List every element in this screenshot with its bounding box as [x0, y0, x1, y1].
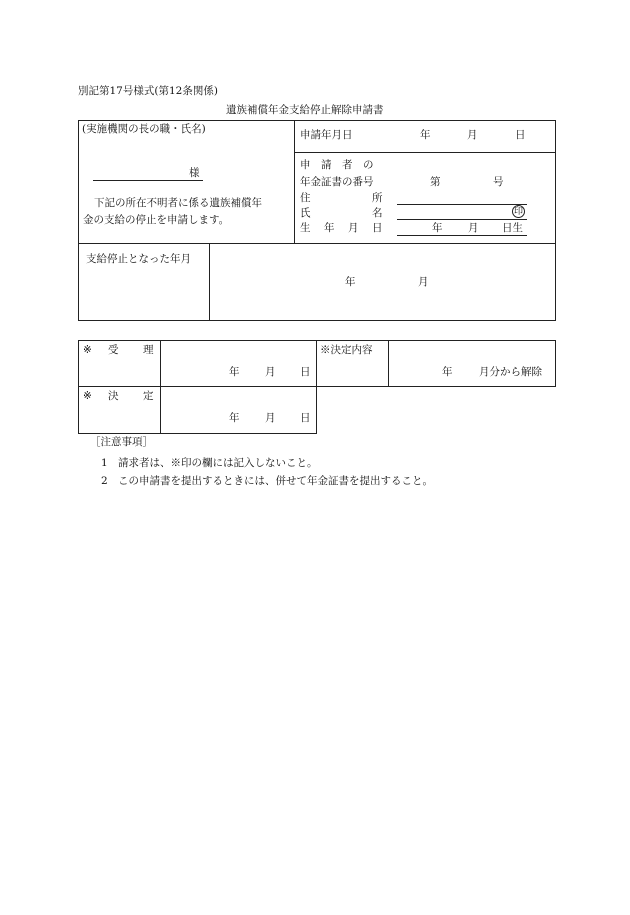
birth-label-1: 生	[300, 222, 311, 234]
suspension-label: 支給停止となった年月	[86, 253, 191, 265]
receipt-year: 年	[229, 366, 240, 378]
application-year: 年	[420, 129, 431, 141]
birth-year: 年	[432, 222, 443, 234]
note-1-number: 1	[101, 457, 108, 469]
decision-label-1: 決	[108, 390, 119, 402]
agency-label: (実施機関の長の職・氏名)	[82, 123, 206, 135]
form-column-divider	[294, 120, 295, 243]
decision-content-label: ※決定内容	[320, 344, 373, 356]
decision-date-year: 年	[229, 412, 240, 424]
certificate-go: 号	[493, 176, 504, 188]
suspension-month: 月	[418, 276, 429, 288]
applicant-label-line1: 申 請 者 の	[300, 159, 374, 171]
decision-label-2: 定	[143, 390, 154, 402]
name-label-1: 氏	[300, 207, 311, 219]
decision-release: 月分から解除	[479, 366, 542, 378]
request-text-line1: 下記の所在不明者に係る遺族補償年	[94, 197, 262, 209]
address-label-2: 所	[372, 192, 383, 204]
birth-date-line	[397, 235, 527, 236]
seal-mark: 印	[513, 207, 523, 217]
date-row-divider	[294, 152, 556, 153]
receipt-label-2: 理	[143, 344, 154, 356]
birth-day: 日生	[502, 222, 523, 234]
honorific-sama: 様	[189, 167, 200, 179]
certificate-dai: 第	[430, 176, 441, 188]
application-day: 日	[515, 129, 526, 141]
decision-date-day: 日	[300, 412, 311, 424]
birth-label-3: 月	[348, 222, 359, 234]
page-title: 遺族補償年金支給停止解除申請書	[226, 104, 384, 116]
name-line	[397, 219, 527, 220]
birth-label-4: 日	[372, 222, 383, 234]
note-1-text: 請求者は、※印の欄には記入しないこと。	[118, 457, 318, 469]
decision-year: 年	[442, 366, 453, 378]
note-2-number: 2	[101, 475, 108, 487]
receipt-row-divider	[78, 386, 317, 387]
birth-label-2: 年	[324, 222, 335, 234]
application-date-label: 申請年月日	[300, 129, 353, 141]
suspension-year: 年	[345, 276, 356, 288]
decision-mark: ※	[83, 390, 92, 402]
receipt-mark: ※	[83, 344, 92, 356]
decision-date-month: 月	[265, 412, 276, 424]
agency-name-line	[93, 180, 203, 181]
birth-month: 月	[468, 222, 479, 234]
receipt-month: 月	[265, 366, 276, 378]
form-reference: 別記第17号様式(第12条関係)	[78, 85, 218, 97]
applicant-label-line2: 年金証書の番号	[300, 176, 374, 188]
decision-content-divider	[388, 340, 389, 387]
note-2-text: この申請書を提出するときには、併せて年金証書を提出すること。	[118, 475, 433, 487]
address-label-1: 住	[300, 192, 311, 204]
name-label-2: 名	[372, 207, 383, 219]
notes-heading: ［注意事項］	[90, 436, 153, 448]
receipt-day: 日	[300, 366, 311, 378]
application-month: 月	[467, 129, 478, 141]
form-row-divider	[78, 243, 556, 244]
request-text-line2: 金の支給の停止を申請します。	[83, 214, 230, 226]
receipt-column-divider	[160, 340, 161, 434]
suspension-column-divider	[209, 243, 210, 321]
receipt-label-1: 受	[108, 344, 119, 356]
address-line	[397, 204, 527, 205]
